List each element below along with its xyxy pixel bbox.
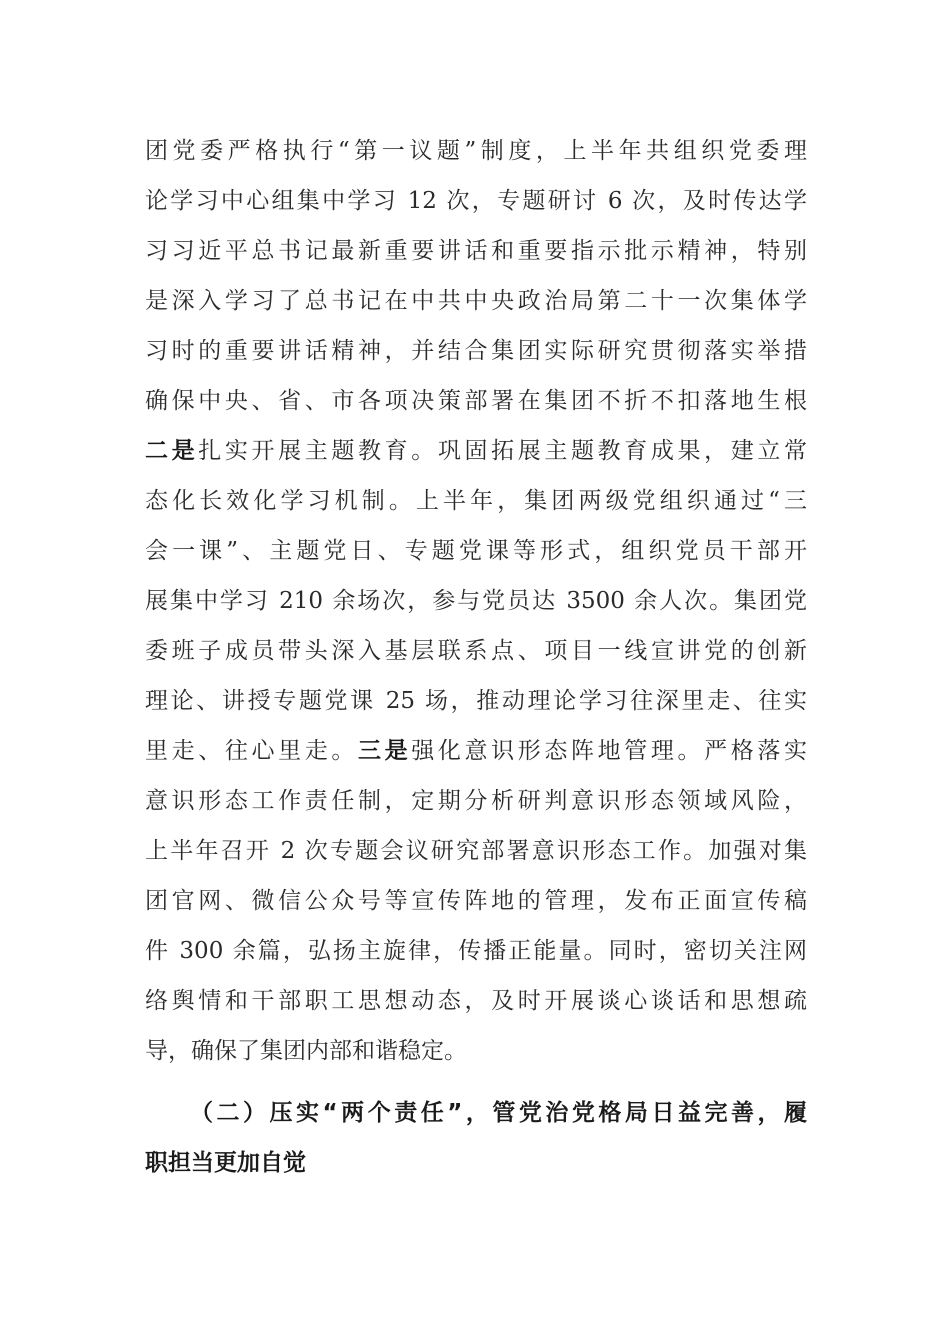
body-text-line: 意识形态工作责任制，定期分析研判意识形态领域风险， [145,788,807,814]
body-text-line: 络舆情和干部职工思想动态，及时开展谈心谈话和思想疏 [145,988,807,1014]
body-text-line-with-emphasis [145,431,807,471]
body-text-segment: 扎实开展主题教育。巩固拓展主题教育成果，建立常 [198,438,807,464]
body-text-line: 是深入学习了总书记在中共中央政治局第二十一次集体学 [145,288,807,314]
section-heading: （二）压实“两个责任”，管党治党格局日益完善，履 [190,1100,807,1126]
body-text-line: 会一课”、主题党日、专题党课等形式，组织党员干部开 [145,538,807,564]
body-text-segment: 强化意识形态阵地管理。严格落实 [411,738,807,764]
body-text-line: 确保中央、省、市各项决策部署在集团不折不扣落地生根 [145,388,807,414]
body-text-line: 习时的重要讲话精神，并结合集团实际研究贯彻落实举措 [145,338,807,364]
section-heading-continued: 职担当更加自觉 [145,1150,306,1176]
body-text-line: 习习近平总书记最新重要讲话和重要指示批示精神，特别 [145,238,807,264]
body-text-line: 委班子成员带头深入基层联系点、项目一线宣讲党的创新 [145,638,807,664]
body-text-line: 论学习中心组集中学习 12 次，专题研讨 6 次，及时传达学 [145,188,807,214]
body-text-line: 理论、讲授专题党课 25 场，推动理论学习往深里走、往实 [145,688,807,714]
body-text-line: 态化长效化学习机制。上半年，集团两级党组织通过“三 [145,488,807,514]
emphasis-label-three: 三是 [358,738,412,764]
body-text-line: 展集中学习 210 余场次，参与党员达 3500 余人次。集团党 [145,588,807,614]
body-text-line-with-emphasis [145,731,807,771]
body-text-line: 团官网、微信公众号等宣传阵地的管理，发布正面宣传稿 [145,888,807,914]
body-text-line: 上半年召开 2 次专题会议研究部署意识形态工作。加强对集 [145,838,807,864]
body-text-segment: 里走、往心里走。 [145,738,358,764]
emphasis-label-two: 二是 [145,438,199,464]
body-text-line: 件 300 余篇，弘扬主旋律，传播正能量。同时，密切关注网 [145,938,807,964]
body-text-line: 团党委严格执行“第一议题”制度，上半年共组织党委理 [145,138,807,164]
body-text-line-last: 导，确保了集团内部和谐稳定。 [145,1038,467,1064]
